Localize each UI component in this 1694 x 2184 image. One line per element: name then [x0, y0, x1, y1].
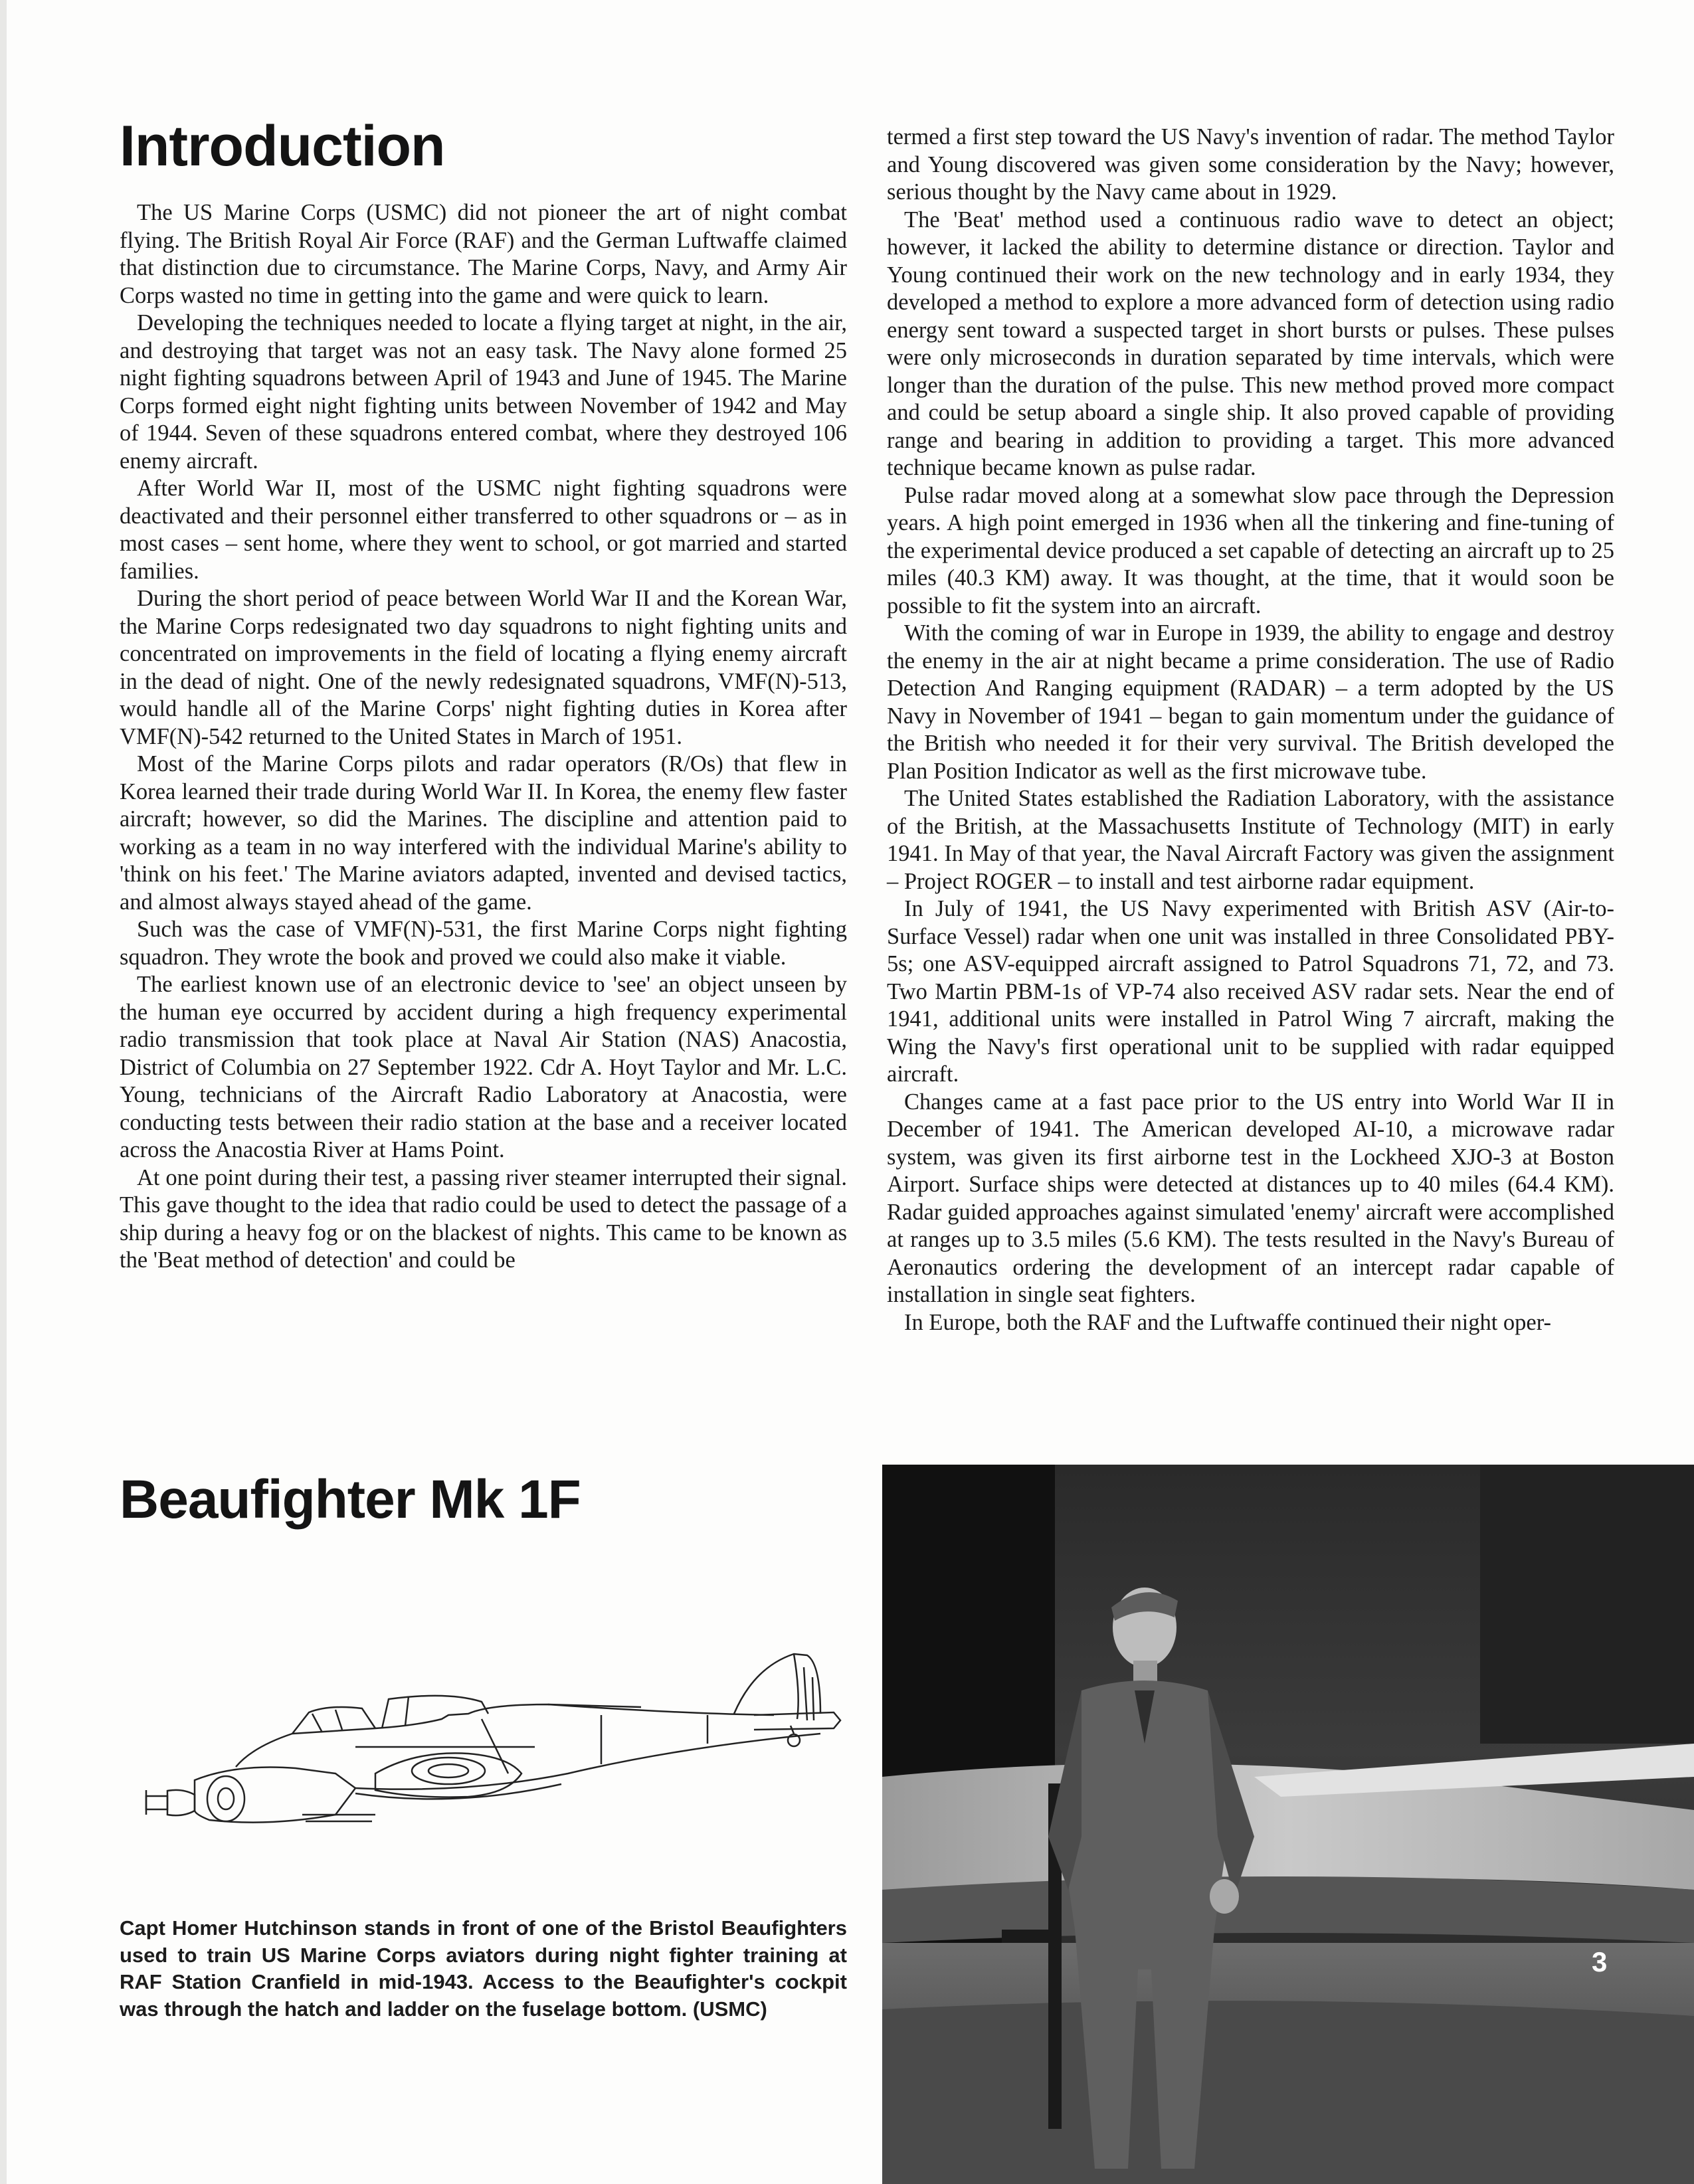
paragraph: During the short period of peace between World War II and the Korean War, the Marine Corps redesignated two day squadrons to night fighting units and concentrated on improvements in the field of locating a flying enemy aircraft in the dead of night. One of the newly redesignated squadrons, VMF(N)-513, would handle all of the Marine Corps' night fighting duties in Korea after VMF(N)-542 returned to the United States in March of 1951.	[120, 586, 847, 749]
paragraph: In July of 1941, the US Navy experimented with British ASV (Air-to-Surface Vessel) radar when one unit was installed in three Consolidated PBY-5s; one ASV-equipped aircraft assigned to Patrol Squadrons 71, 72, and 73. Two Martin PBM-1s of VP-74 also received ASV radar sets. Near the end of 1941, additional units were installed in Patrol Wing 7 aircraft, making the Wing the Navy's first operational unit to be supplied with radar equipped aircraft.	[887, 896, 1614, 1087]
beaufighter-heading: Beaufighter Mk 1F	[120, 1469, 581, 1530]
beaufighter-profile-drawing-icon	[136, 1641, 860, 1860]
paragraph: Most of the Marine Corps pilots and radar operators (R/Os) that flew in Korea learned their trade during World War II. In Korea, the enemy flew faster aircraft; however, so did the Marines. The discipline and attention paid to working as a team in no way interfered with the individual Marine's ability to 'think on his feet.' The Marine aviators adapted, invented and devised tactics, and almost always stayed ahead of the game.	[120, 751, 847, 915]
paragraph: The earliest known use of an electronic device to 'see' an object unseen by the human eye occurred by accident during a high frequency experimental radio transmission that took place at Naval Air Station (NAS) Anacostia, District of Columbia on 27 September 1922. Cdr A. Hoyt Taylor and Mr. L.C. Young, technicians of the Aircraft Radio Laboratory at Anacostia, were conducting tests between their radio station at the base and a receiver located across the Anacostia River at Hams Point.	[120, 972, 847, 1162]
paragraph: With the coming of war in Europe in 1939, the ability to engage and destroy the enemy in the air at night became a prime consideration. The use of Radio Detection And Ranging equipment (RADAR) – a term adopted by the US Navy in November of 1941 – began to gain momentum under the guidance of the British who needed it for their very survival. The British developed the Plan Position Indicator as well as the first microwave tube.	[887, 620, 1614, 784]
paragraph: Such was the case of VMF(N)-531, the first Marine Corps night fighting squadron. They wrote the book and proved we could also make it viable.	[120, 917, 847, 970]
paragraph: termed a first step toward the US Navy's invention of radar. The method Taylor and Young discovered was given some consideration by the Navy; however, serious thought by the Navy came about in 1929.	[887, 124, 1614, 205]
paragraph: Pulse radar moved along at a somewhat slow pace through the Depression years. A high point emerged in 1936 when all the tinkering and fine-tuning of the experimental device produced a set capable of detecting an aircraft up to 25 miles (40.3 KM) away. It was thought, at the time, that it would soon be possible to fit the system into an aircraft.	[887, 482, 1614, 618]
paragraph: The US Marine Corps (USMC) did not pioneer the art of night combat flying. The British Royal Air Force (RAF) and the German Luftwaffe claimed that distinction due to circumstance. The Marine Corps, Navy, and Army Air Corps wasted no time in getting into the game and were quick to learn.	[120, 200, 847, 308]
paragraph: Changes came at a fast pace prior to the US entry into World War II in December of 1941. The American developed AI-10, a microwave radar system, was given its first airborne test in the Lockheed XJO-3 at Boston Airport. Surface ships were detected at distances up to 40 miles (64.4 KM). Radar guided approaches against simulated 'enemy' aircraft were accomplished at ranges up to 3.5 miles (5.6 KM). The tests resulted in the Navy's Bureau of Aeronautics ordering the development of an intercept radar capable of installation in single seat fighters.	[887, 1089, 1614, 1307]
paragraph: Developing the techniques needed to locate a flying target at night, in the air, and destroying that target was not an easy task. The Navy alone formed 25 night fighting squadrons between April of 1943 and June of 1945. The Marine Corps formed eight night fighting units between November of 1942 and May of 1944. Seven of these squadrons entered combat, where they destroyed 106 enemy aircraft.	[120, 310, 847, 474]
left-text-column	[120, 199, 847, 1275]
pilot-standing-photo-icon	[882, 1465, 1694, 2184]
paragraph: The United States established the Radiation Laboratory, with the assistance of the British, at the Massachusetts Institute of Technology (MIT) in early 1941. In May of that year, the Naval Aircraft Factory was given the assignment – Project ROGER – to install and test airborne radar equipment.	[887, 786, 1614, 894]
photo-caption: Capt Homer Hutchinson stands in front of one of the Bristol Beaufighters used to train US Marine Corps aviators during night fighter training at RAF Station Cranfield in mid-1943. Access to the Beaufighter's cockpit was through the hatch and ladder on the fuselage bottom. (USMC)	[120, 1916, 847, 2021]
introduction-heading: Introduction	[120, 114, 445, 178]
paragraph: After World War II, most of the USMC night fighting squadrons were deactivated and their personnel either transferred to other squadrons or – as in most cases – sent home, where they went to school, or got married and started families.	[120, 476, 847, 584]
page-number: 3	[1592, 1946, 1608, 1977]
binding-edge	[0, 0, 7, 2184]
paragraph: At one point during their test, a passing river steamer interrupted their signal. This gave thought to the idea that radio could be used to detect the passage of a ship during a heavy fog or on the blackest of nights. This came to be known as the 'Beat method of detection' and could be	[120, 1164, 847, 1273]
paragraph: In Europe, both the RAF and the Luftwaffe continued their night oper-	[904, 1309, 1552, 1335]
paragraph: The 'Beat' method used a continuous radio wave to detect an object; however, it lacked the ability to determine distance or direction. Taylor and Young continued their work on the new technology and in early 1934, they developed a method to explore a more advanced form of detection using radio energy sent toward a suspected target in short bursts or pulses. These pulses were only microseconds in duration separated by time intervals, which were longer than the duration of the pulse. This new method proved more compact and could be setup aboard a single ship. It also proved capable of providing range and bearing in addition to providing a target. This more advanced technique became known as pulse radar.	[887, 207, 1614, 480]
right-text-column	[887, 124, 1614, 1336]
